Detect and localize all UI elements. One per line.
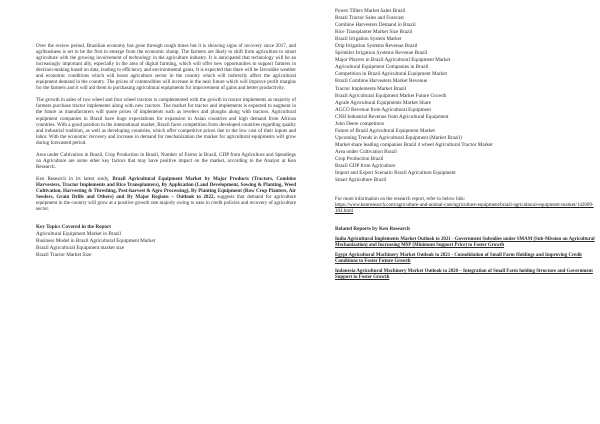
list-item: Agricultural Equipment Companies in Brazil [335,64,429,71]
list-item: Import and Export Scenario Brazil Agriculture Equipment [335,170,456,177]
related-report-link[interactable]: Indonesia Agricultural Machinery Market Outlook to 2020 – Integration of Small Farm holding Structure and Government Support to Foster Growth [335,268,593,280]
related-report-link[interactable]: India Agricultural Implements Market Outlook to 2021 - Government Subsidies under SMAM (Sub-Mission on Agricultural Mechanization) and Increasing MSP (Minimum Support Price) to Foster Growth [335,237,595,249]
list-item: Upcoming Trends in Agricultural Equipment (Market Brazil) [335,134,462,141]
factors-paragraph: Area under Cultivation in Brazil, Crop Production in Brazil, Number of Farms in Brazil, GDP from Agriculture and Spendings on Agriculture are some other key factors that may have positive impact on the market, according to the Analyst at Ken Research. [36,151,296,170]
topics-heading: Key Topics Covered in the Report [36,224,111,231]
info-text: For more information on the research report, refer to below link: [335,196,466,203]
right-column [335,8,595,285]
list-item: Drip Irrigation Systems Revenue Brazil [335,43,418,50]
list-item: Area under Cultivation Brazil [335,148,397,155]
study-intro: Ken Research in its latest study, [36,175,113,182]
list-item: Market share leading companies Brazil 4 wheel Agricultural Tractor Market [335,141,493,148]
list-item: Brazil GDP from Agriculture [335,163,396,170]
list-item: Brazil Tractor Market Size [36,252,92,259]
study-title: Brazil Agricultural Equipment Market by Major Products (Tractors, Combine Harvesters, Tractor Implements and Rice Transplanters), By Application (Land Development, Sowing & Planting, Weed Cultivation, Harvesting & Threshing, Post-harvest & Agro Processing), By Planting Equipment (Row Crop Planters, Air Seeders, Grain Drills and Others) and By Major Regions – Outlook to 2022, [36,175,296,201]
list-item: Competition in Brazil Agricultural Equipment Market [335,71,447,78]
list-item: Brazil Irrigation System Market [335,36,402,43]
list-item: Tractor Implements Market Brazil [335,85,407,92]
list-item: Crop Production Brazil [335,155,384,162]
list-item: John Deere competitors [335,120,385,127]
intro-paragraph: Over the review period, Brazilian economy has gone through rough times but it is showing signs of recovery since 2017, and agribusiness is set to be the first to emerge from the economic slump. The farmers are likely to shift from agriculture to smart agriculture with the growing involvement of technology in the agriculture industry. It is anticipated that technology will be an increasingly important ally, especially in the area of digital farming, which will offer new opportunities to support farmers in decision-making based on data, leading to efficiency and environmental gains. It is expected that there will be favorable weather and economic conditions which will boost agriculture sector in the country which will indirectly affect the agricultural equipment demand in the country. The prices of commodities will increase in the near future which will improve profit margins for the farmers and it will aid them in purchasing agricultural equipments for improvement of gains and better productivity. [36,43,296,92]
topics-list-left [36,231,296,259]
info-link-line [335,202,595,214]
list-item: Brazil Tractor Sales and Forecast [335,15,404,22]
list-item: Brazil Agricultural Equipment market size [36,245,125,252]
list-item: Rice Transplanter Market Size Brazil [335,29,413,36]
list-item: AGCO Revenue from Agricultural Equipment [335,106,431,113]
related-heading: Related Reports by Ken Research [335,226,410,233]
list-item: Sprinkler Irrigation Systems Revenue Brazil [335,50,428,57]
list-item: CNH Industrial Revenue from Agricultural Equipment [335,113,449,120]
list-item: Major Players in Brazil Agricultural Equipment Market [335,57,451,64]
study-end: suggests that demand for agriculture equipment in the country will grow at a positive growth rate majorly owing to ease in credit policies and recovery of agriculture sector. [36,194,296,213]
left-column [36,43,296,259]
list-item: Smart Agriculture Brazil [335,177,387,184]
list-item: Business Model in Brazil Agricultural Equipment Market [36,238,156,245]
list-item: Power Tillers Market Sales Brazil [335,8,406,14]
list-item: Brazil Combine Harvesters Market Revenue [335,78,428,85]
list-item: Brazil Agricultural Equipment Market Future Growth [335,92,447,99]
report-link[interactable]: https://www.kenresearch.com/agriculture-and-animal-care/agriculture-equipment/brazil-agricultural-equipment-market/142609-104.html [335,202,594,215]
topics-list-right [335,8,595,184]
list-item: Combine Harvesters Demand in Brazil [335,22,416,29]
list-item: Future of Brazil Agricultural Equipment Market [335,127,435,134]
study-paragraph [36,176,296,212]
list-item: Agrale Agricultural Equipments Market Share [335,99,431,106]
list-item: Agricultural Equipment Market in Brazil [36,231,121,238]
related-report-link[interactable]: Egypt Agricultural Machinery Market Outlook to 2021 - Consolidation of Small Farm Holdings and Improving Credit Conditions to Foster Future Growth [335,253,582,265]
tractor-paragraph: The growth in sales of two wheel and four wheel tractors is complemented with the growth in tractor implements as majority of farmers purchase tractor implements along with new tractors. The market for tractor and implements is expected to augment in the future as manufacturers will quote prices of implements such as levelers and ploughs along with tractors. Agricultural equipment companies in Brazil have huge expectations for expansion in Asian countries and high demand from African countries. With a good position in the international market, Brazil faces competition from developed countries regarding quality and industrial tradition, as well as developing countries, which offer competitive prices due to the low cost of their inputs and labor. With the economic recovery and increase in demand for mechanization the market for agricultural equipments will grow during forecasted period. [36,97,296,146]
